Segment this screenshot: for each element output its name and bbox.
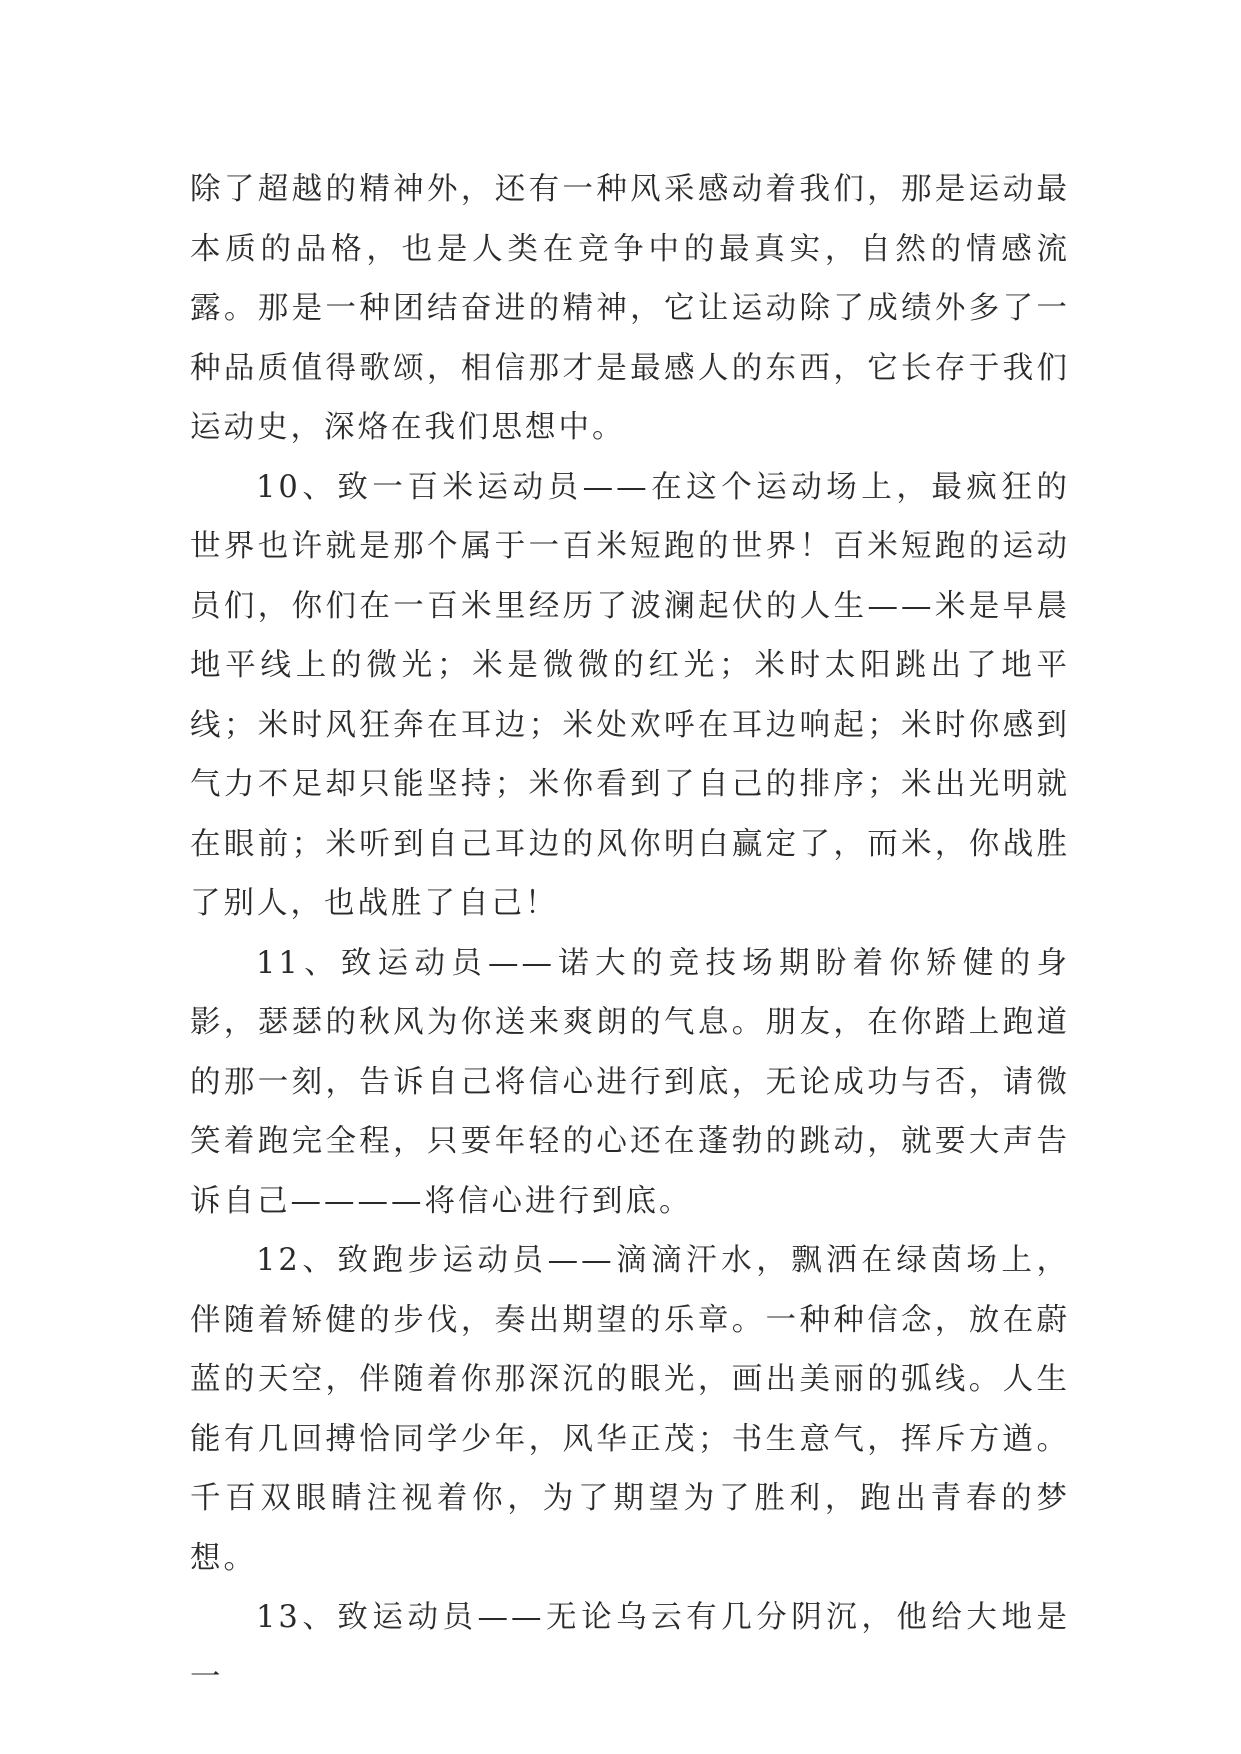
- paragraph-item-13: 13、致运动员——无论乌云有几分阴沉，他给大地是一: [190, 1600, 1070, 1695]
- body-text: [190, 160, 1070, 1707]
- paragraph-item-11: 11、致运动员——诺大的竞技场期盼着你矫健的身影，瑟瑟的秋风为你送来爽朗的气息。朋友，在你踏上跑道的那一刻，告诉自己将信心进行到底，无论成功与否，请微笑着跑完全程，只要年轻的心还在蓬勃的跳动，就要大声告诉自己————将信心进行到底。: [190, 945, 1070, 1219]
- paragraph-item-10: 10、致一百米运动员——在这个运动场上，最疯狂的世界也许就是那个属于一百米短跑的世界！百米短跑的运动员们，你们在一百米里经历了波澜起伏的人生——米是早晨地平线上的微光；米是微微的红光；米时太阳跳出了地平线；米时风狂奔在耳边；米处欢呼在耳边响起；米时你感到气力不足却只能坚持；米你看到了自己的排序；米出光明就在眼前；米听到自己耳边的风你明白赢定了，而米，你战胜了别人，也战胜了自己！: [190, 469, 1070, 921]
- paragraph-item-12: 12、致跑步运动员——滴滴汗水，飘洒在绿茵场上，伴随着矫健的步伐，奏出期望的乐章。一种种信念，放在蔚蓝的天空，伴随着你那深沉的眼光，画出美丽的弧线。人生能有几回搏恰同学少年，风华正茂；书生意气，挥斥方遒。千百双眼睛注视着你，为了期望为了胜利，跑出青春的梦想。: [190, 1243, 1070, 1576]
- paragraph-continuation: 除了超越的精神外，还有一种风采感动着我们，那是运动最本质的品格，也是人类在竞争中的最真实，自然的情感流露。那是一种团结奋进的精神，它让运动除了成绩外多了一种品质值得歌颂，相信那才是最感人的东西，它长存于我们运动史，深烙在我们思想中。: [190, 172, 1070, 445]
